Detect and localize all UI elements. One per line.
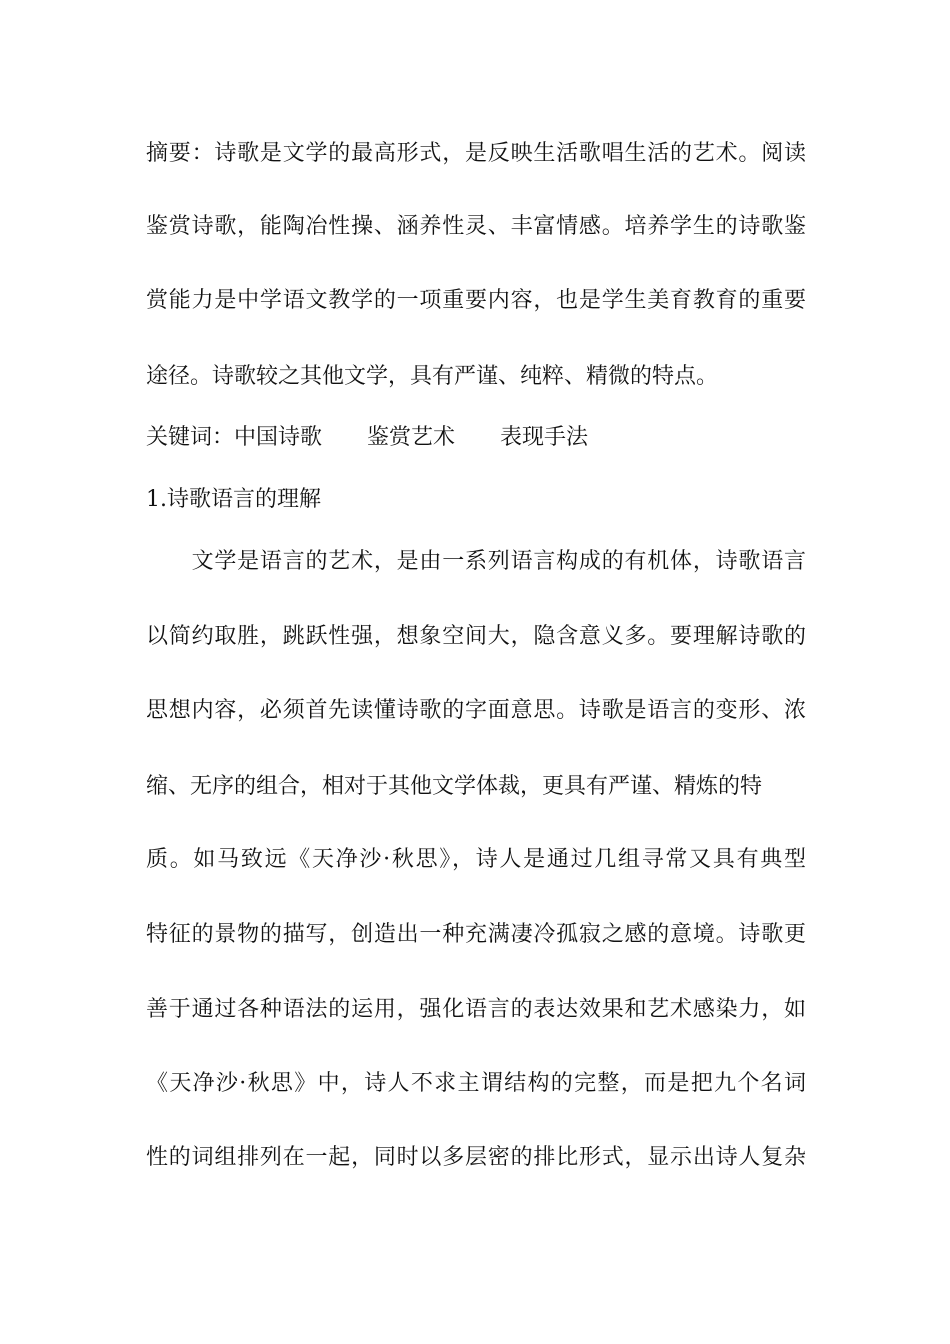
keywords — [146, 421, 588, 455]
body-line: 质。如马致远《天净沙·秋思》，诗人是通过几组寻常又具有典型 — [146, 847, 806, 872]
body-line: 《天净沙·秋思》中，诗人不求主谓结构的完整，而是把九个名词 — [146, 1071, 806, 1096]
body-line: 思想内容，必须首先读懂诗歌的字面意思。诗歌是语言的变形、浓 — [146, 698, 806, 723]
body-line: 缩、无序的组合，相对于其他文学体裁，更具有严谨、精炼的特 — [146, 774, 763, 799]
abstract-line: 摘要：诗歌是文学的最高形式，是反映生活歌唱生活的艺术。阅读 — [146, 141, 806, 166]
keywords-label: 关键词： — [146, 425, 235, 450]
keyword: 表现手法 — [500, 425, 589, 450]
body-line: 善于通过各种语法的运用，强化语言的表达效果和艺术感染力，如 — [146, 997, 806, 1022]
body-line: 性的词组排列在一起，同时以多层密的排比形式，显示出诗人复杂 — [146, 1145, 806, 1170]
section-heading: 1.诗歌语言的理解 — [146, 487, 321, 512]
keyword: 鉴赏艺术 — [367, 425, 456, 450]
body-line: 以简约取胜，跳跃性强，想象空间大，隐含意义多。要理解诗歌的 — [146, 624, 806, 649]
keyword: 中国诗歌 — [234, 425, 323, 450]
abstract-line: 鉴赏诗歌，能陶冶性操、涵养性灵、丰富情感。培养学生的诗歌鉴 — [146, 214, 806, 239]
body-line: 文学是语言的艺术，是由一系列语言构成的有机体，诗歌语言 — [146, 549, 806, 574]
abstract-line: 途径。诗歌较之其他文学，具有严谨、纯粹、精微的特点。 — [146, 364, 719, 389]
body-line: 特征的景物的描写，创造出一种充满凄冷孤寂之感的意境。诗歌更 — [146, 922, 806, 947]
abstract-line: 赏能力是中学语文教学的一项重要内容，也是学生美育教育的重要 — [146, 288, 806, 313]
